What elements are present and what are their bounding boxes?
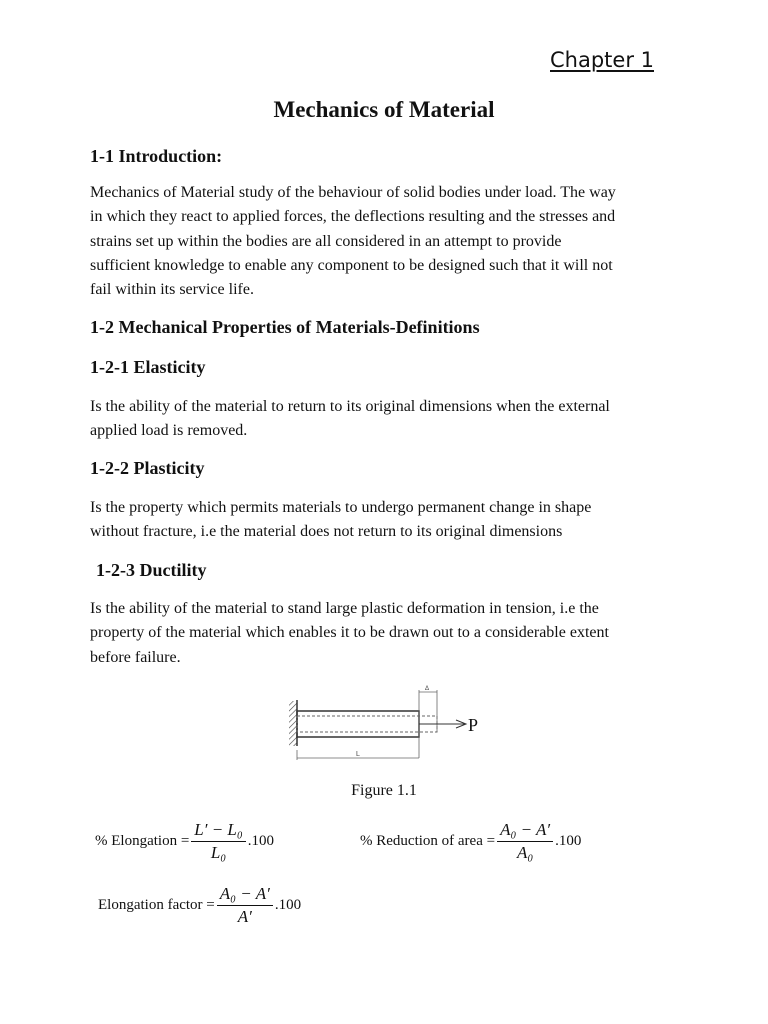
formula-reduction-of-area [360,820,581,863]
figure-bar-tension [280,680,500,770]
heading-introduction: 1-1 Introduction: [90,146,223,166]
denominator: A₀ [516,843,534,862]
formula-factor: .100 [247,833,275,849]
text-line: sufficient knowledge to enable any component to be designed such that it will not [90,256,613,274]
formula-label: Elongation factor = [98,897,215,913]
delta-label: Δ [425,686,430,692]
numerator: L′ − L₀ [191,820,246,842]
numerator: A₀ − A′ [497,820,553,842]
paragraph-plasticity [90,496,591,545]
formula-elongation [95,820,274,863]
bar-shape [297,711,419,737]
denominator: A′ [237,907,252,926]
fixed-support-icon [289,701,297,746]
formula-elongation-factor [98,884,301,927]
text-line: before failure. [90,648,181,666]
text-line: property of the material which enables it to be drawn out to a considerable extent [90,624,609,642]
text-line: strains set up within the bodies are all considered in an attempt to provide [90,232,562,250]
heading-elasticity: 1-2-1 Elasticity [90,357,206,377]
text-line: Is the property which permits materials to undergo permanent change in shape [90,499,592,516]
heading-ductility: 1-2-3 Ductility [96,560,207,580]
formula-factor: .100 [555,833,582,849]
formula-factor: .100 [274,897,302,913]
figure-caption: Figure 1.1 [351,782,417,799]
text-line: fail within its service life. [90,281,254,299]
denominator: L₀ [210,843,227,862]
page-title: Mechanics of Material [273,97,495,122]
text-line: applied load is removed. [90,422,248,440]
text-line: in which they react to applied forces, the deflections resulting and the stresses and [90,208,616,226]
length-label: L [356,751,360,758]
heading-mechanical-properties: 1-2 Mechanical Properties of Materials-Definitions [90,317,480,337]
paragraph-elasticity [90,395,610,444]
formula-label: % Elongation = [95,833,190,849]
text-line: Mechanics of Material study of the behaviour of solid bodies under load. The way [90,184,616,201]
load-label: P [468,715,479,735]
chapter-label: Chapter 1 [550,48,654,72]
text-line: Is the ability of the material to return to its original dimensions when the external [90,398,610,415]
paragraph-introduction [90,181,616,302]
text-line: Is the ability of the material to stand large plastic deformation in tension, i.e the [90,600,599,617]
numerator: A₀ − A′ [217,884,273,906]
elongated-bar-outline [297,716,437,732]
heading-plasticity: 1-2-2 Plasticity [90,458,205,478]
formula-label: % Reduction of area = [360,833,496,849]
text-line: without fracture, i.e the material does not return to its original dimensions [90,523,563,541]
paragraph-ductility [90,597,609,670]
